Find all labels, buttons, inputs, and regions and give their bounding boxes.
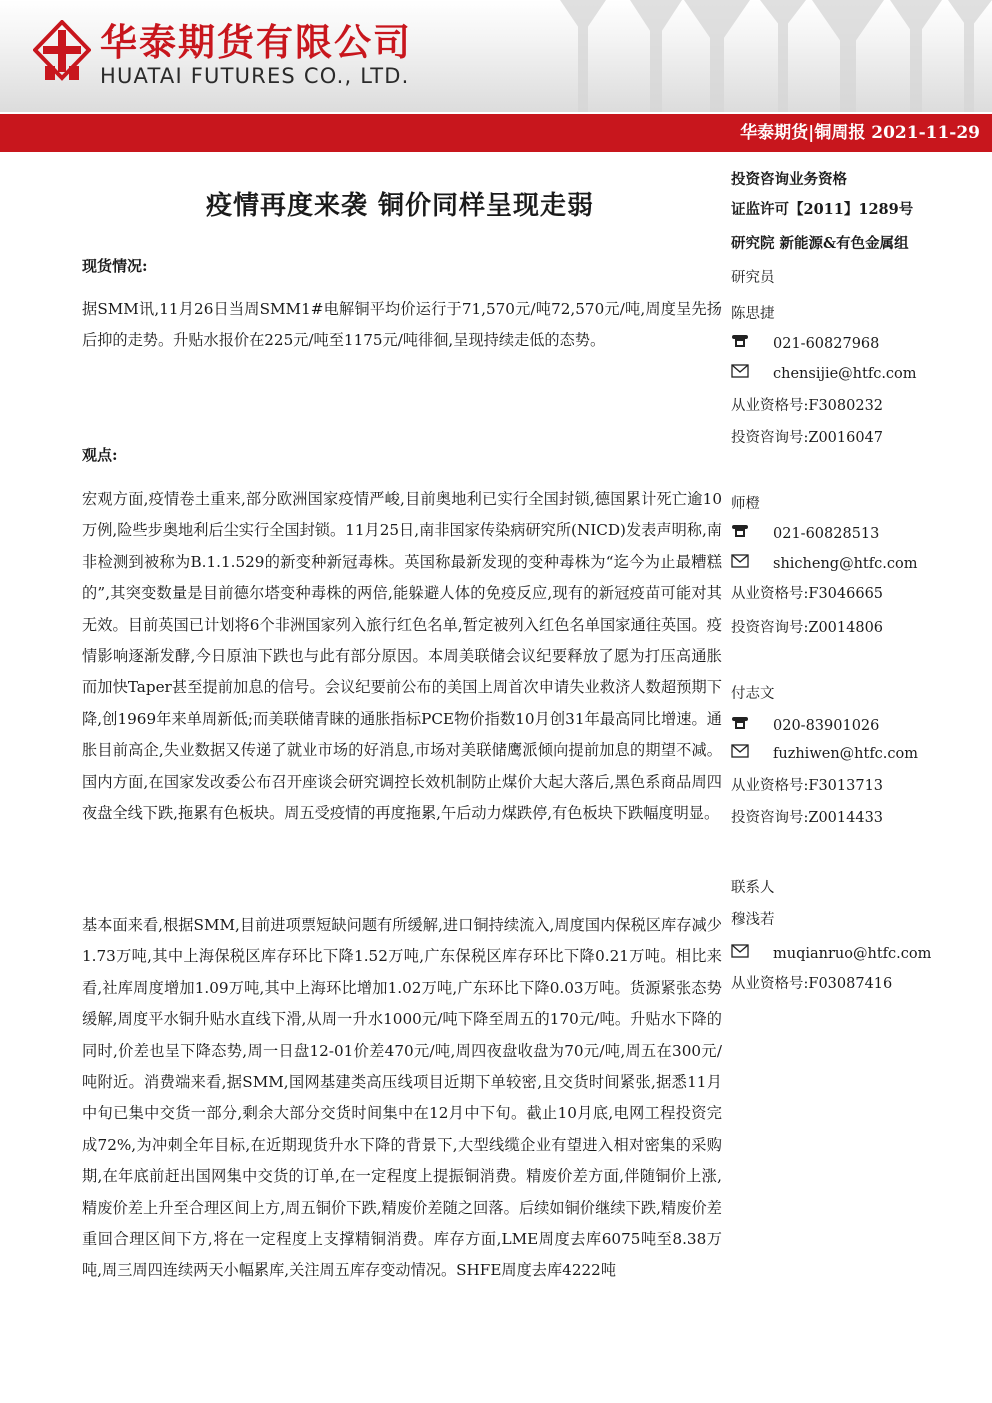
- page-header: [0, 0, 992, 112]
- advisory-number: 投资咨询号:Z0014806: [731, 620, 884, 636]
- researcher-name: 师橙: [731, 496, 760, 512]
- envelope-icon: [731, 944, 749, 958]
- view-paragraph-macro: 宏观方面,疫情卷土重来,部分欧洲国家疫情严峻,目前奥地利已实行全国封锁,德国累计死亡逾10万例,险些步奥地利后尘实行全国封锁。11月25日,南非国家传染病研究所(NICD)发表声明称,南非检测到被称为B.1.1.529的新变种新冠毒株。英国称最新发现的变种毒株为“迄今为止最糟糕的”,其突变数量是目前德尔塔变种毒株的两倍,能躲避人体的免疫反应,现有的新冠疫苗可能对其无效。目前英国已计划将6个非洲国家列入旅行红色名单,暂定被列入红色名单国家通往英国。疫情影响逐渐发酵,今日原油下跌也与此有部分原因。本周美联储会议纪要释放了愿为打压高通胀而加快Taper甚至提前加息的信号。会议纪要前公布的美国上周首次申请失业救济人数超预期下降,创1969年来单周新低;而美联储青睐的通胀指标PCE物价指数10月创31年最高同比增速。通胀目前高企,失业数据又传递了就业市场的好消息,市场对美联储鹰派倾向提前加息的期望不减。国内方面,在国家发改委公布召开座谈会研究调控长效机制防止煤价大起大落后,黑色系商品周四夜盘全线下跌,拖累有色板块。周五受疫情的再度拖累,午后动力煤跌停,有色板块下跌幅度明显。: [82, 490, 722, 823]
- spot-heading: 现货情况:: [82, 257, 148, 275]
- researcher-email: [731, 364, 917, 384]
- phone-icon: [731, 334, 749, 348]
- report-bar: [0, 114, 992, 152]
- envelope-icon: [731, 364, 749, 378]
- researcher-email: [731, 744, 919, 764]
- license-line: 证监许可【2011】1289号: [731, 201, 914, 218]
- department-line: 研究院 新能源&有色金属组: [731, 235, 909, 252]
- cert-number: 从业资格号:F3046665: [731, 586, 884, 602]
- cert-number: 从业资格号:F3080232: [731, 398, 884, 414]
- huatai-logo-icon: [33, 20, 91, 82]
- phone-icon: [731, 524, 749, 538]
- researcher-name: 付志文: [731, 686, 775, 702]
- spot-paragraph: 据SMM讯,11月26日当周SMM1#电解铜平均价运行于71,570元/吨72,570元/吨,周度呈先扬后抑的走势。升贴水报价在225元/吨至1175元/吨徘徊,呈现持续走低的态势。: [82, 300, 722, 350]
- view-paragraph-fundamentals: 基本面来看,根据SMM,目前进项票短缺问题有所缓解,进口铜持续流入,周度国内保税区库存减少1.73万吨,其中上海保税区库存环比下降1.52万吨,广东保税区库存环比下降0.21万吨。相比来看,社库周度增加1.09万吨,其中上海环比增加1.02万吨,广东环比下降0.03万吨。货源紧张态势缓解,周度平水铜升贴水直线下滑,从周一升水1000元/吨下降至周五的170元/吨。升贴水下降的同时,价差也呈下降态势,周一日盘12-01价差470元/吨,周四夜盘收盘为70元/吨,周五在300元/吨附近。消费端来看,据SMM,国网基建类高压线项目近期下单较密,且交货时间紧张,据悉11月中旬已集中交货一部分,剩余大部分交货时间集中在12月中下旬。截止10月底,电网工程投资完成72%,为冲刺全年目标,在近期现货升水下降的背景下,大型线缆企业有望进入相对密集的采购期,在年底前赶出国网集中交货的订单,在一定程度上提振铜消费。精废价差方面,伴随铜价上涨,精废价差上升至合理区间上方,周五铜价下跌,精废价差随之回落。后续如铜价继续下跌,精废价差重回合理区间下方,将在一定程度上支撑精铜消费。库存方面,LME周度去库6075吨至8.38万吨,周三周四连续两天小幅累库,关注周五库存变动情况。SHFE周度去库4222吨: [82, 916, 722, 1280]
- researcher-phone: [731, 524, 880, 544]
- decorative-graphic: [560, 0, 992, 112]
- phone-icon: [731, 716, 749, 730]
- phone-number: 021-60827968: [773, 336, 880, 352]
- company-name-cn: 华泰期货有限公司: [100, 21, 412, 64]
- report-title: 疫情再度来袭 铜价同样呈现走弱: [205, 191, 595, 221]
- cert-number: 从业资格号:F3013713: [731, 778, 884, 794]
- researcher-name: 陈思捷: [731, 306, 775, 322]
- cert-number: 从业资格号:F03087416: [731, 976, 893, 992]
- contact-email: [731, 944, 932, 964]
- envelope-icon: [731, 554, 749, 568]
- researcher-email: [731, 554, 918, 574]
- envelope-icon: [731, 744, 749, 758]
- researcher-label: 研究员: [731, 270, 775, 286]
- contact-label: 联系人: [731, 880, 775, 896]
- qualification-line: 投资咨询业务资格: [731, 171, 847, 188]
- advisory-number: 投资咨询号:Z0014433: [731, 810, 884, 826]
- report-bar-text: 华泰期货|铜周报 2021-11-29: [740, 123, 980, 143]
- company-name-en: HUATAI FUTURES CO., LTD.: [100, 64, 410, 88]
- email-link[interactable]: muqianruo@htfc.com: [773, 946, 932, 962]
- researcher-phone: [731, 334, 880, 354]
- view-heading: 观点:: [82, 446, 118, 464]
- email-link[interactable]: shicheng@htfc.com: [773, 556, 918, 572]
- phone-number: 020-83901026: [773, 718, 880, 734]
- phone-number: 021-60828513: [773, 526, 880, 542]
- email-link[interactable]: chensijie@htfc.com: [773, 366, 917, 382]
- contact-name: 穆浅若: [731, 912, 775, 928]
- advisory-number: 投资咨询号:Z0016047: [731, 430, 884, 446]
- researcher-phone: [731, 716, 880, 736]
- email-link[interactable]: fuzhiwen@htfc.com: [773, 746, 919, 762]
